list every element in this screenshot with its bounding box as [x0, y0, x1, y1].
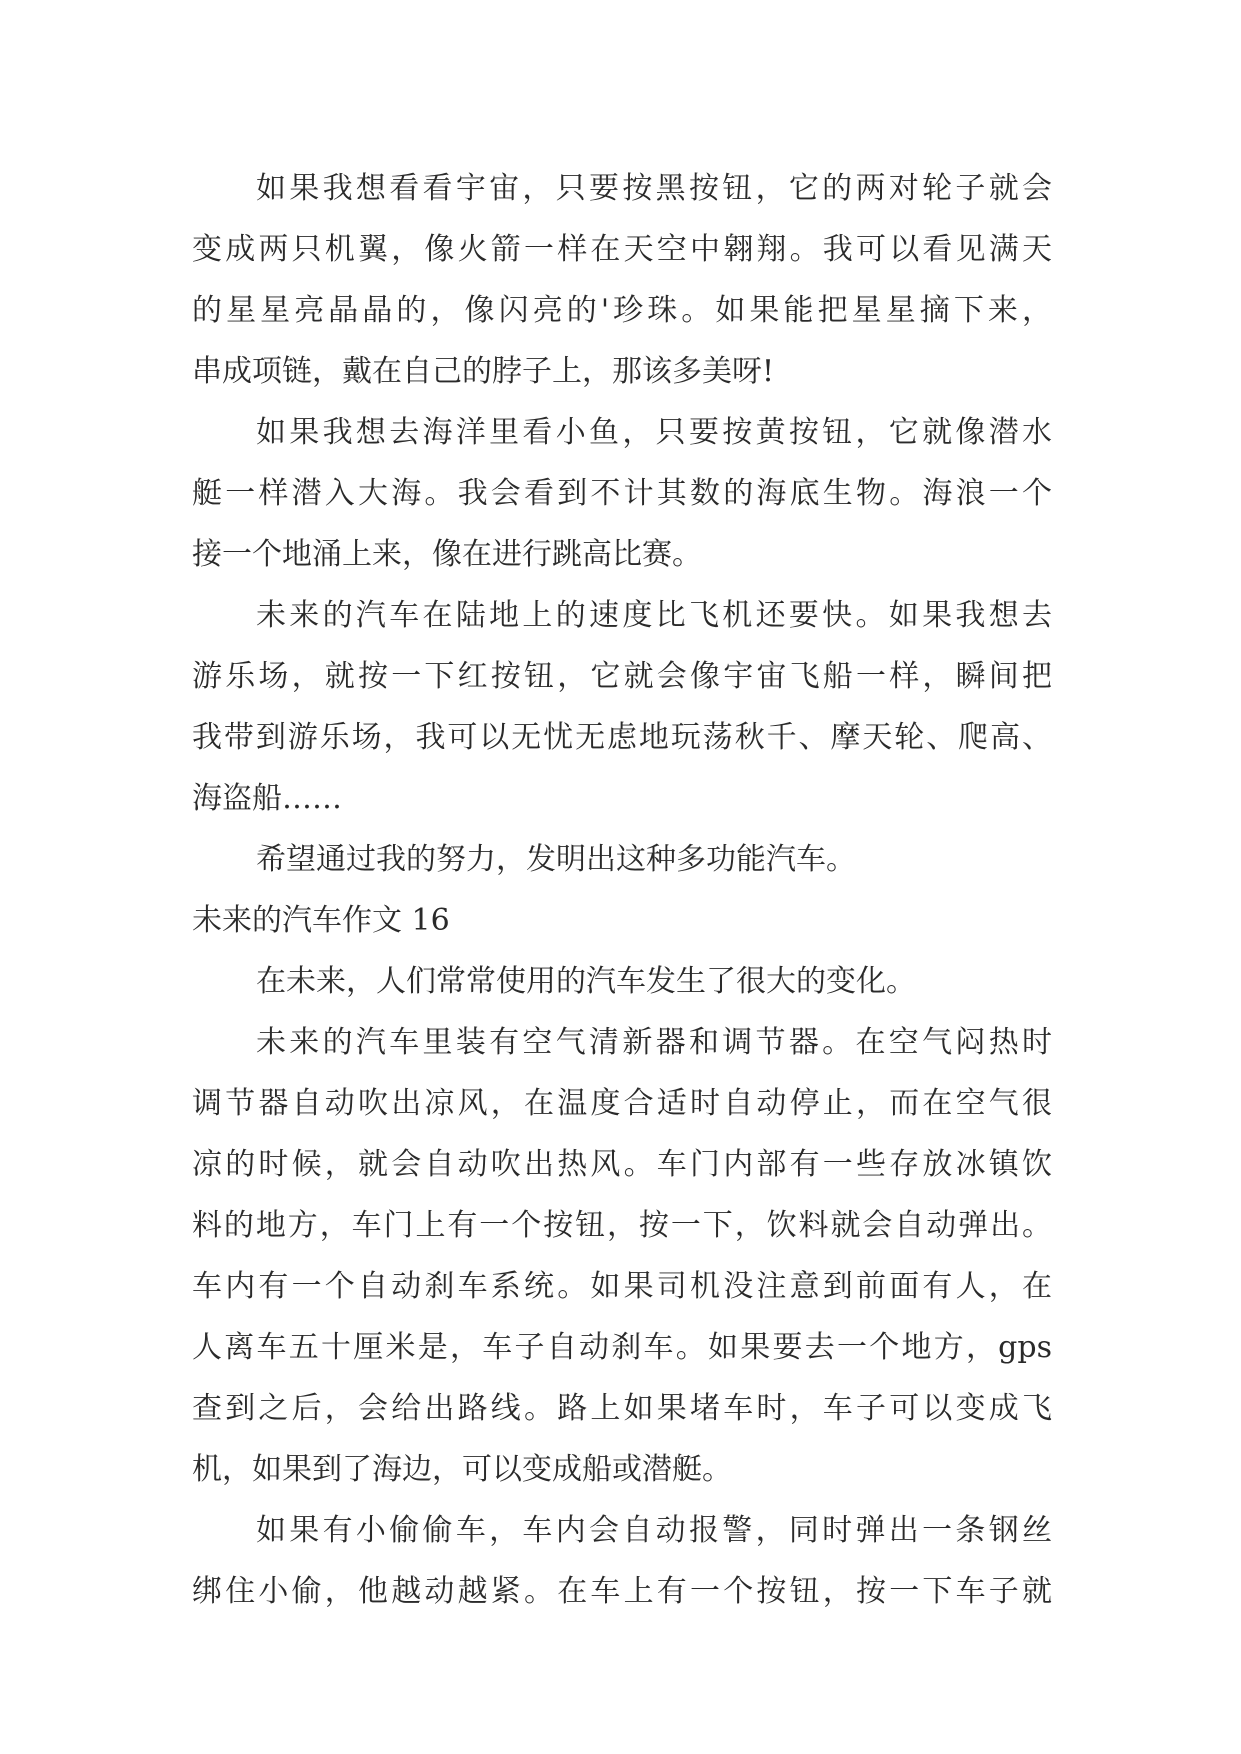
text-line: 调节器自动吹出凉风，在温度合适时自动停止，而在空气很 — [192, 1086, 1052, 1121]
text-line: 未来的汽车里装有空气清新器和调节器。在空气闷热时 — [256, 1025, 1052, 1060]
text-line: 如果有小偷偷车，车内会自动报警，同时弹出一条钢丝 — [256, 1513, 1052, 1548]
document-body — [192, 158, 1052, 1622]
text-line: 游乐场，就按一下红按钮，它就会像宇宙飞船一样，瞬间把 — [192, 659, 1052, 694]
text-line: 车内有一个自动刹车系统。如果司机没注意到前面有人，在 — [192, 1269, 1052, 1304]
text-line: 接一个地涌上来，像在进行跳高比赛。 — [192, 537, 702, 572]
section-heading: 未来的汽车作文 16 — [192, 903, 450, 938]
text-line: 串成项链，戴在自己的脖子上，那该多美呀! — [192, 354, 775, 389]
text-line: 我带到游乐场，我可以无忧无虑地玩荡秋千、摩天轮、爬高、 — [192, 720, 1052, 755]
text-line: 查到之后，会给出路线。路上如果堵车时，车子可以变成飞 — [192, 1391, 1052, 1426]
text-line: 凉的时候，就会自动吹出热风。车门内部有一些存放冰镇饮 — [192, 1147, 1052, 1182]
text-line: 绑住小偷，他越动越紧。在车上有一个按钮，按一下车子就 — [192, 1574, 1052, 1609]
text-line: 如果我想看看宇宙，只要按黑按钮，它的两对轮子就会 — [256, 171, 1052, 206]
text-line: 人离车五十厘米是，车子自动刹车。如果要去一个地方，gps — [192, 1330, 1052, 1365]
text-line: 的星星亮晶晶的，像闪亮的'珍珠。如果能把星星摘下来， — [192, 293, 1052, 328]
text-line: 艇一样潜入大海。我会看到不计其数的海底生物。海浪一个 — [192, 476, 1052, 511]
text-line: 料的地方，车门上有一个按钮，按一下，饮料就会自动弹出。 — [192, 1208, 1052, 1243]
text-line: 希望通过我的努力，发明出这种多功能汽车。 — [256, 842, 856, 877]
text-line: 未来的汽车在陆地上的速度比飞机还要快。如果我想去 — [256, 598, 1052, 633]
text-line: 变成两只机翼，像火箭一样在天空中翱翔。我可以看见满天 — [192, 232, 1052, 267]
text-line: 海盗船…… — [192, 781, 342, 816]
text-line: 如果我想去海洋里看小鱼，只要按黄按钮，它就像潜水 — [256, 415, 1052, 450]
text-line: 在未来，人们常常使用的汽车发生了很大的变化。 — [256, 964, 916, 999]
text-line: 机，如果到了海边，可以变成船或潜艇。 — [192, 1452, 732, 1487]
